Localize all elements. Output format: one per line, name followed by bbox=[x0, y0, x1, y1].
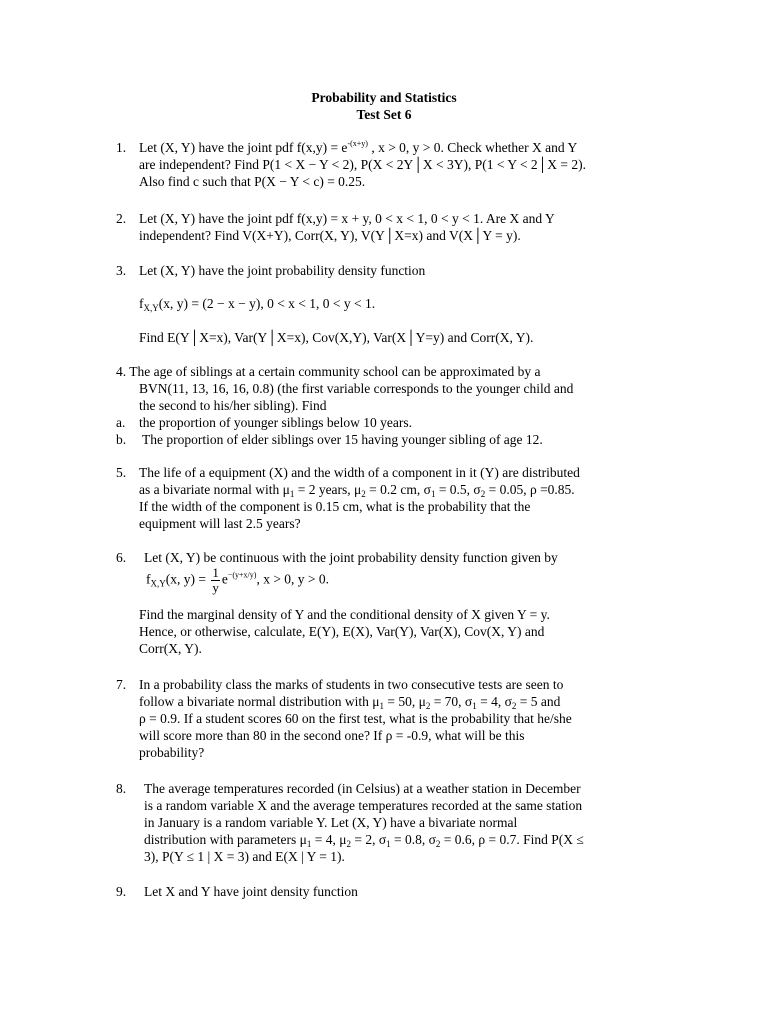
question-body bbox=[139, 380, 651, 414]
question-line: Find E(Y│X=x), Var(Y│X=x), Cov(X,Y), Var(X│Y=y) and Corr(X, Y). bbox=[139, 330, 534, 345]
question-body bbox=[139, 676, 651, 761]
question-line: 3), P(Y ≤ 1 | X = 3) and E(X | Y = 1). bbox=[144, 849, 345, 864]
question-line: are independent? Find P(1 < X − Y < 2), P(X < 2Y│X < 3Y), P(1 < Y < 2│X = 2). bbox=[139, 157, 586, 172]
question-number: 2. bbox=[116, 211, 127, 226]
question-line: Find the marginal density of Y and the conditional density of X given Y = y. bbox=[139, 607, 550, 622]
question-line: Let (X, Y) have the joint pdf $f(x,y) = e^{-(x+y)}$ , x > 0, y > 0. Check whether X and Y bbox=[139, 139, 578, 155]
question-line: ρ = 0.9. If a student scores 60 on the first test, what is the probability that he/she bbox=[139, 711, 572, 726]
formula-line: $f_{X,Y}(x$, y) = $\frac{1}{y}$ $e^{-(y+x/y)}$, x > 0, y > 0. bbox=[146, 565, 330, 595]
question-line: Let (X, Y) be continuous with the joint probability density function given by bbox=[144, 550, 558, 565]
question-number: 9. bbox=[116, 884, 127, 899]
question-line: will score more than 80 in the second one? If ρ = -0.9, what will be this bbox=[139, 728, 525, 743]
subitem-text: the proportion of younger siblings below 10 years. bbox=[139, 415, 412, 430]
subitem-label: b. bbox=[116, 432, 127, 447]
question-line: independent? Find V(X+Y), Corr(X, Y), V(Y│X=x) and V(X│Y = y). bbox=[139, 228, 521, 243]
question-line: distribution with parameters $\mu_1 = 4$, $\mu_2 = 2$, $\sigma_1 = 0.8$, $\sigma_2 = 0.6$, ρ = 0.7. Find P(X ≤ bbox=[144, 832, 584, 849]
question-line: in January is a random variable Y. Let (X, Y) have a bivariate normal bbox=[144, 815, 518, 830]
question-line: equipment will last 2.5 years? bbox=[139, 516, 301, 531]
question-body bbox=[139, 262, 651, 279]
document-subtitle: Test Set 6 bbox=[356, 107, 412, 122]
question-line: Let (X, Y) have the joint probability density function bbox=[139, 263, 426, 278]
subitem-text: The proportion of elder siblings over 15 having younger sibling of age 12. bbox=[142, 432, 543, 447]
question-number: 1. bbox=[116, 140, 127, 155]
question-line: follow a bivariate normal distribution with $\mu_1 = 50$, $\mu_2 = 70$, $\sigma_1 = 4$, $\sigma_2 = 5$ and bbox=[139, 694, 561, 711]
question-line: If the width of the component is 0.15 cm, what is the probability that the bbox=[139, 499, 531, 514]
question-line: Hence, or otherwise, calculate, E(Y), E(X), Var(Y), Var(X), Cov(X, Y) and bbox=[139, 624, 545, 639]
question-line: 4. The age of siblings at a certain community school can be approximated by a bbox=[116, 364, 541, 379]
question-body bbox=[139, 606, 651, 657]
question-line: Let X and Y have joint density function bbox=[144, 884, 358, 899]
question-number: 8. bbox=[116, 781, 127, 796]
question-body bbox=[139, 464, 651, 532]
question-line: Corr(X, Y). bbox=[139, 641, 202, 656]
question-number: 6. bbox=[116, 550, 127, 565]
question-line: is a random variable X and the average temperatures recorded at the same station bbox=[144, 798, 583, 813]
document-title: Probability and Statistics bbox=[311, 90, 457, 105]
question-line: The life of a equipment (X) and the width of a component in it (Y) are distributed bbox=[139, 465, 580, 480]
question-line: the second to his/her sibling). Find bbox=[139, 398, 327, 413]
question-number: 5. bbox=[116, 465, 127, 480]
question-line: In a probability class the marks of students in two consecutive tests are seen to bbox=[139, 677, 564, 692]
question-line: BVN(11, 13, 16, 16, 0.8) (the first variable corresponds to the younger child and bbox=[139, 381, 574, 396]
question-body bbox=[144, 780, 652, 865]
subitem-label: a. bbox=[116, 415, 126, 430]
question-body bbox=[139, 210, 651, 244]
question-number: 3. bbox=[116, 263, 127, 278]
question-number: 7. bbox=[116, 677, 127, 692]
question-line: probability? bbox=[139, 745, 205, 760]
question-line: Also find c such that P(X − Y < c) = 0.25. bbox=[139, 174, 366, 189]
question-body bbox=[139, 139, 651, 190]
formula-line: $f_{X,Y}(x$, y) = (2 − x − y), 0 < x < 1, 0 < y < 1. bbox=[139, 296, 376, 313]
question-line: as a bivariate normal with $\mu_1 = 2$ years, $\mu_2 = 0.2$ cm, $\sigma_1 = 0.5$, $\sigma_2 = 0.05$, ρ =0.85. bbox=[139, 482, 575, 499]
question-line: The average temperatures recorded (in Celsius) at a weather station in December bbox=[144, 781, 581, 796]
question-line: Let (X, Y) have the joint pdf f(x,y) = x + y, 0 < x < 1, 0 < y < 1. Are X and Y bbox=[139, 211, 555, 226]
fraction: $\frac{1}{y}$ bbox=[212, 565, 219, 595]
